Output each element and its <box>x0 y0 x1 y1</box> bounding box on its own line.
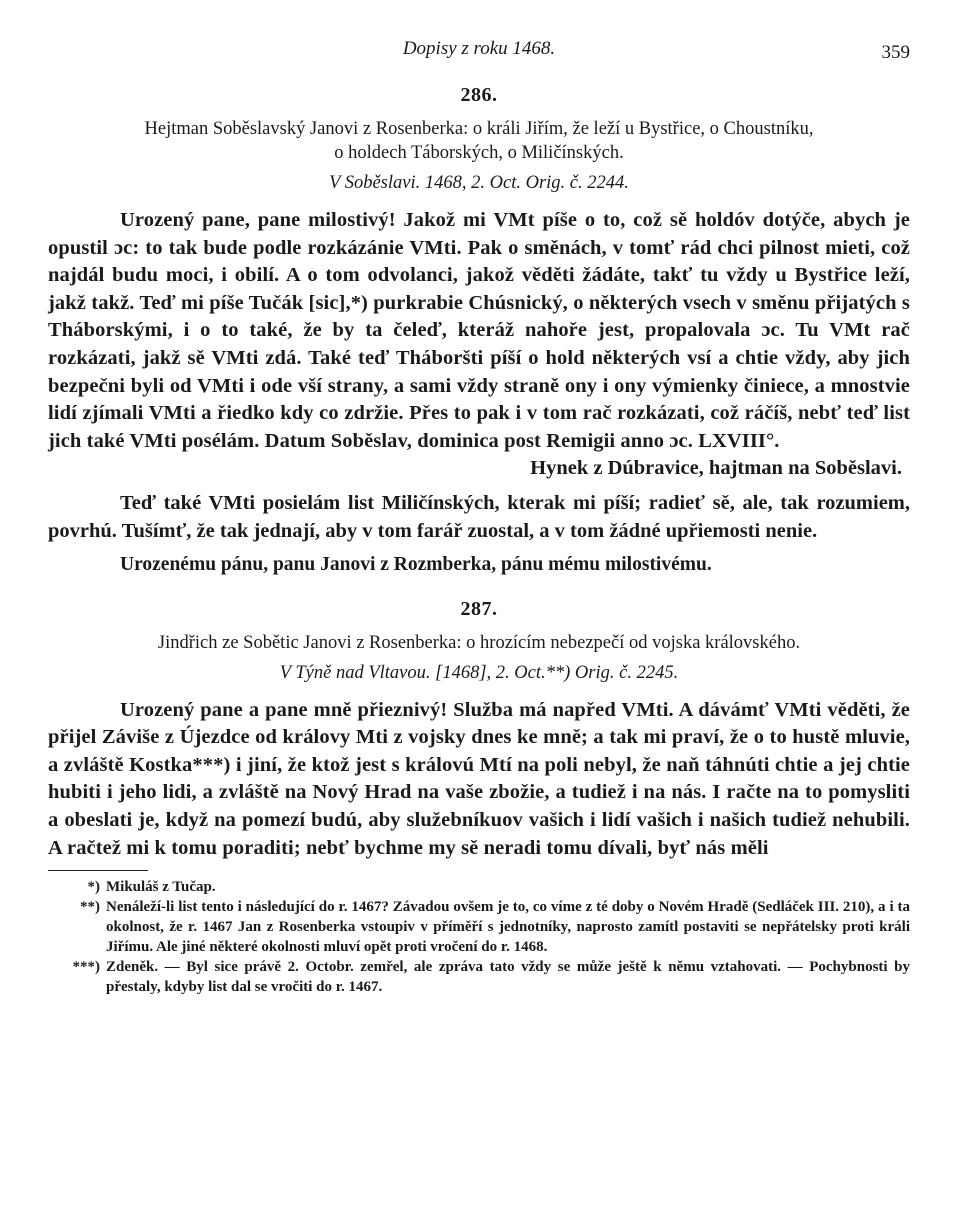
footnote <box>48 897 910 957</box>
running-head <box>48 38 910 72</box>
letter-286-regest <box>48 117 910 165</box>
letter-287-body: Urozený pane a pane mně přieznivý! Služba má napřed VMti. A dávámť VMti věděti, že přijel Záviše z Újezdce od královy Mti z vojsky dnes ke mně; a tak mi praví, že o to hustě mluvie, a zvláště Kostka***) i jiní, že ktož jest s královú Mtí na poli nebyl, že naň táhnúti chtie a jej chtie hubiti i jeho lidi, a zvláště na Nový Hrad na vaše zbožie, a tudiež i na nás. I račte na to pomysliti a obeslati je, když na pomezí budú, aby služebníkuov vašich i lidí vašich i našich tudiež nehubili. A račtež mi k tomu poraditi; nebť bychme my sě neradi tomu dívali, byť nás měli <box>48 698 910 859</box>
footnote-mark: **) <box>80 899 100 916</box>
letter-287-regest: Jindřich ze Sobětic Janovi z Rosenberka: o hrozícím nebezpečí od vojska královského. <box>157 632 801 653</box>
footnote-text: Zdeněk. — Byl sice právě 2. Octobr. zemřel, ale zpráva tato vždy se může ještě k němu vztahovati. — Pochybnosti by přestaly, kdyby list dal se vročiti do r. 1467. <box>106 959 910 996</box>
letter-286-regest-line1: Hejtman Soběslavský Janovi z Rosenberka: o králi Jiřím, že leží u Bystřice, o Choustníku, <box>144 119 814 139</box>
footnote-text: Nenáleží-li list tento i následující do r. 1467? Závadou ovšem je to, co víme z té doby o Novém Hradě (Sedláček III. 210), a i ta okolnost, že r. 1467 Jan z Rosenberka vstoupiv v příměří s jednotníky, naprosto zamítl postaviti se nepřátelsky proti králi Jiřímu. Ale jiné některé okolnosti mluví opět proti vročení do r. 1468. <box>106 899 910 956</box>
letter-286-body: Urozený pane, pane milostivý! Jakož mi VMt píše o to, což sě holdóv dotýče, abych je opustil ɔc: to tak bude podle rozkázánie VMti. Pak o směnách, v tomť rád chci pilnost mieti, což najdál budu moci, i obilí. A o tom odvolanci, jakož věděti žádáte, takť tu vždy u Bystřice leží, jakž takž. Teď mi píše Tučák [sic],*) purkrabie Chúsnický, o některých vsech v směnu přijatých s Tháborskými, i o to také, že by ta čeleď, kteráž nahoře jest, propalovala ɔc. Tu VMt rač rozkázati, jakž sě VMti zdá. Také teď Tháboršti píší o hold některých vsí a chtie vždy, aby jich bezpečni byli od VMti i ode vší strany, a sami vždy straně ony i ony výmienky činiece, a mnostvie lidí zjímali VMti a řiedko kdy co zdržie. Přes to pak i v tom rač rozkázati, což ráčíš, nebť teď list jich také VMti posélám. Datum Soběslav, dominica post Remigii anno ɔc. LXVIII°. <box>48 209 910 452</box>
running-head-title: Dopisy z roku 1468. <box>402 38 556 59</box>
footnote <box>48 877 910 897</box>
footnote-mark: ***) <box>72 959 100 976</box>
footnotes <box>48 877 910 997</box>
letter-286-postscript: Teď také VMti posielám list Miličínských, kterak mi píší; radieť sě, ale, tak rozumiem, povrhú. Tušímť, že tak jednají, aby v tom farář zuostal, a v tom žádné upřiemosti nenie. <box>48 492 910 542</box>
page-number: 359 <box>881 42 910 63</box>
footnote-text: Mikuláš z Tučap. <box>106 879 216 896</box>
letter-287-dating: V Týně nad Vltavou. [1468], 2. Oct.**) Orig. č. 2245. <box>279 662 679 683</box>
letter-287-number: 287. <box>460 597 498 620</box>
footnote <box>48 957 910 997</box>
letter-286-signature: Hynek z Dúbravice, hajtman na Soběslavi. <box>530 457 902 480</box>
letter-286-address: Urozenému pánu, panu Janovi z Rozmberka, pánu mému milostivému. <box>120 553 712 575</box>
footnote-rule <box>48 870 148 871</box>
letter-286-dating: V Soběslavi. 1468, 2. Oct. Orig. č. 2244. <box>329 173 629 193</box>
book-page <box>48 38 910 997</box>
footnote-mark: *) <box>87 879 100 896</box>
letter-286-number: 286. <box>460 84 498 106</box>
letter-286-regest-line2: o holdech Táborských, o Miličínských. <box>334 143 624 163</box>
